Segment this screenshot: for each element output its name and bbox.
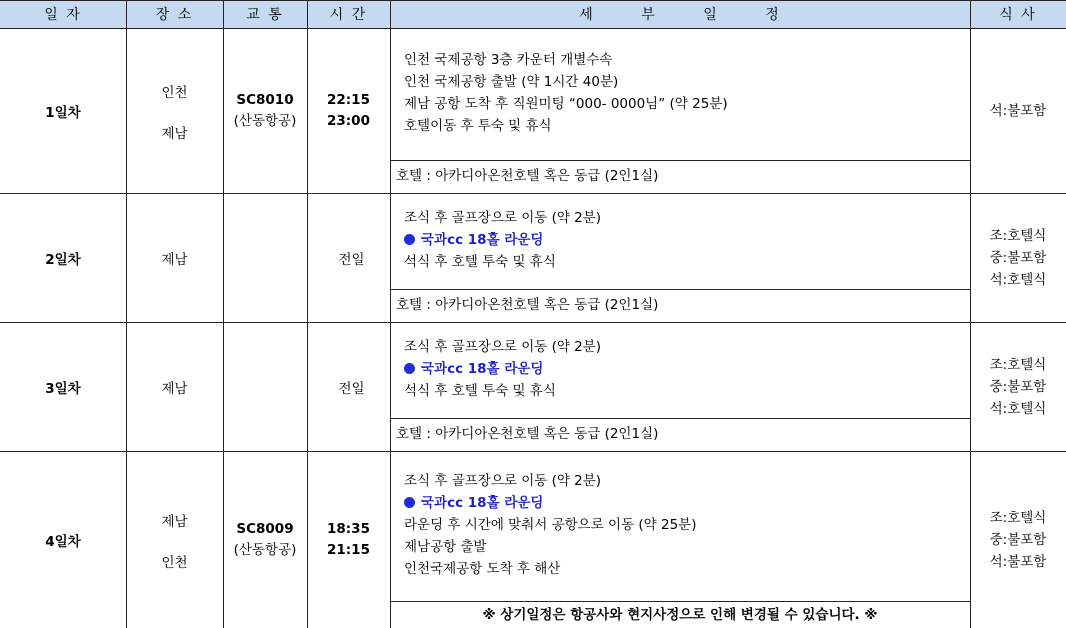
place-cell [126,29,223,193]
header-time: 시 간 [307,0,390,28]
place-cell [126,452,223,628]
place-name: 제남 [161,125,188,142]
meal-item: 중:불포함 [989,250,1047,266]
meal-cell [970,194,1066,322]
time-cell [307,452,390,628]
highlight-item [404,358,964,380]
schedule-list [404,336,964,402]
schedule-item: 조식 후 골프장으로 이동 (약 2분) [404,339,602,355]
airline-name: (산동항공) [233,542,297,558]
round-text: 국과cc 18홀 라운딩 [421,495,544,511]
meal-item: 중:불포함 [989,532,1047,548]
place-name: 인천 [161,84,188,101]
bullet-dot-icon [404,234,415,245]
meal-cell [970,29,1066,193]
day-label: 1일차 [45,105,81,121]
time-cell: 전일 [338,381,365,397]
schedule-list [404,207,964,273]
header-place: 장 소 [126,0,223,28]
notice-text: ※ 상기일정은 항공사와 현지사정으로 인해 변경될 수 있습니다. ※ [482,607,878,623]
meal-item: 조:호텔식 [989,357,1047,373]
transport-cell [223,29,307,193]
place-name: 제남 [161,381,188,397]
departure-time: 22:15 [327,92,370,108]
meal-item: 조:호텔식 [989,510,1047,526]
day-label: 2일차 [45,252,81,268]
schedule-item: 호텔이동 후 투숙 및 휴식 [404,118,552,134]
flight-number: SC8009 [236,521,294,537]
departure-time: 18:35 [327,521,370,537]
meal-cell [970,452,1066,628]
transport-cell [223,452,307,628]
time-cell [307,29,390,193]
schedule-item: 인천 국제공항 3층 카운터 개별수속 [404,52,613,68]
header-day: 일 자 [0,0,126,28]
schedule-item: 제남 공항 도착 후 직원미팅 “000- 0000님” (약 25분) [404,96,728,112]
schedule-item: 인천 국제공항 출발 (약 1시간 40분) [404,74,619,90]
schedule-list [404,49,964,137]
schedule-item: 라운딩 후 시간에 맞춰서 공항으로 이동 (약 25분) [404,517,697,533]
schedule-item: 조식 후 골프장으로 이동 (약 2분) [404,210,602,226]
schedule-item: 제남공항 출발 [404,539,487,555]
meal-item: 조:호텔식 [989,228,1047,244]
schedule-item: 조식 후 골프장으로 이동 (약 2분) [404,473,602,489]
time-cell: 전일 [338,252,365,268]
round-text: 국과cc 18홀 라운딩 [421,361,544,377]
highlight-item [404,229,964,251]
day-label: 3일차 [45,381,81,397]
meal-cell [970,323,1066,451]
schedule-item: 석식 후 호텔 투숙 및 휴식 [404,383,556,399]
place-name: 인천 [161,554,188,571]
place-name: 제남 [161,252,188,268]
meal-item: 석:불포함 [989,554,1047,570]
meal-item: 석:호텔식 [989,401,1047,417]
bullet-dot-icon [404,363,415,374]
airline-name: (산동항공) [233,113,297,129]
header-meal: 식 사 [970,0,1066,28]
arrival-time: 21:15 [327,542,370,558]
header-detail: 세 부 일 정 [390,0,970,28]
header-transport: 교 통 [223,0,307,28]
schedule-list [404,470,964,580]
schedule-item: 인천국제공항 도착 후 해산 [404,561,561,577]
flight-number: SC8010 [236,92,294,108]
round-text: 국과cc 18홀 라운딩 [421,232,544,248]
arrival-time: 23:00 [327,113,370,129]
place-name: 제남 [161,513,188,530]
hotel-info: 호텔 : 아카디아온천호텔 혹은 동급 (2인1실) [396,168,659,184]
meal-item: 석:불포함 [989,103,1047,119]
meal-item: 석:호텔식 [989,272,1047,288]
schedule-item: 석식 후 호텔 투숙 및 휴식 [404,254,556,270]
hotel-info: 호텔 : 아카디아온천호텔 혹은 동급 (2인1실) [396,426,659,442]
hotel-info: 호텔 : 아카디아온천호텔 혹은 동급 (2인1실) [396,297,659,313]
day-label: 4일차 [45,534,81,550]
bullet-dot-icon [404,497,415,508]
meal-item: 중:불포함 [989,379,1047,395]
highlight-item [404,492,964,514]
